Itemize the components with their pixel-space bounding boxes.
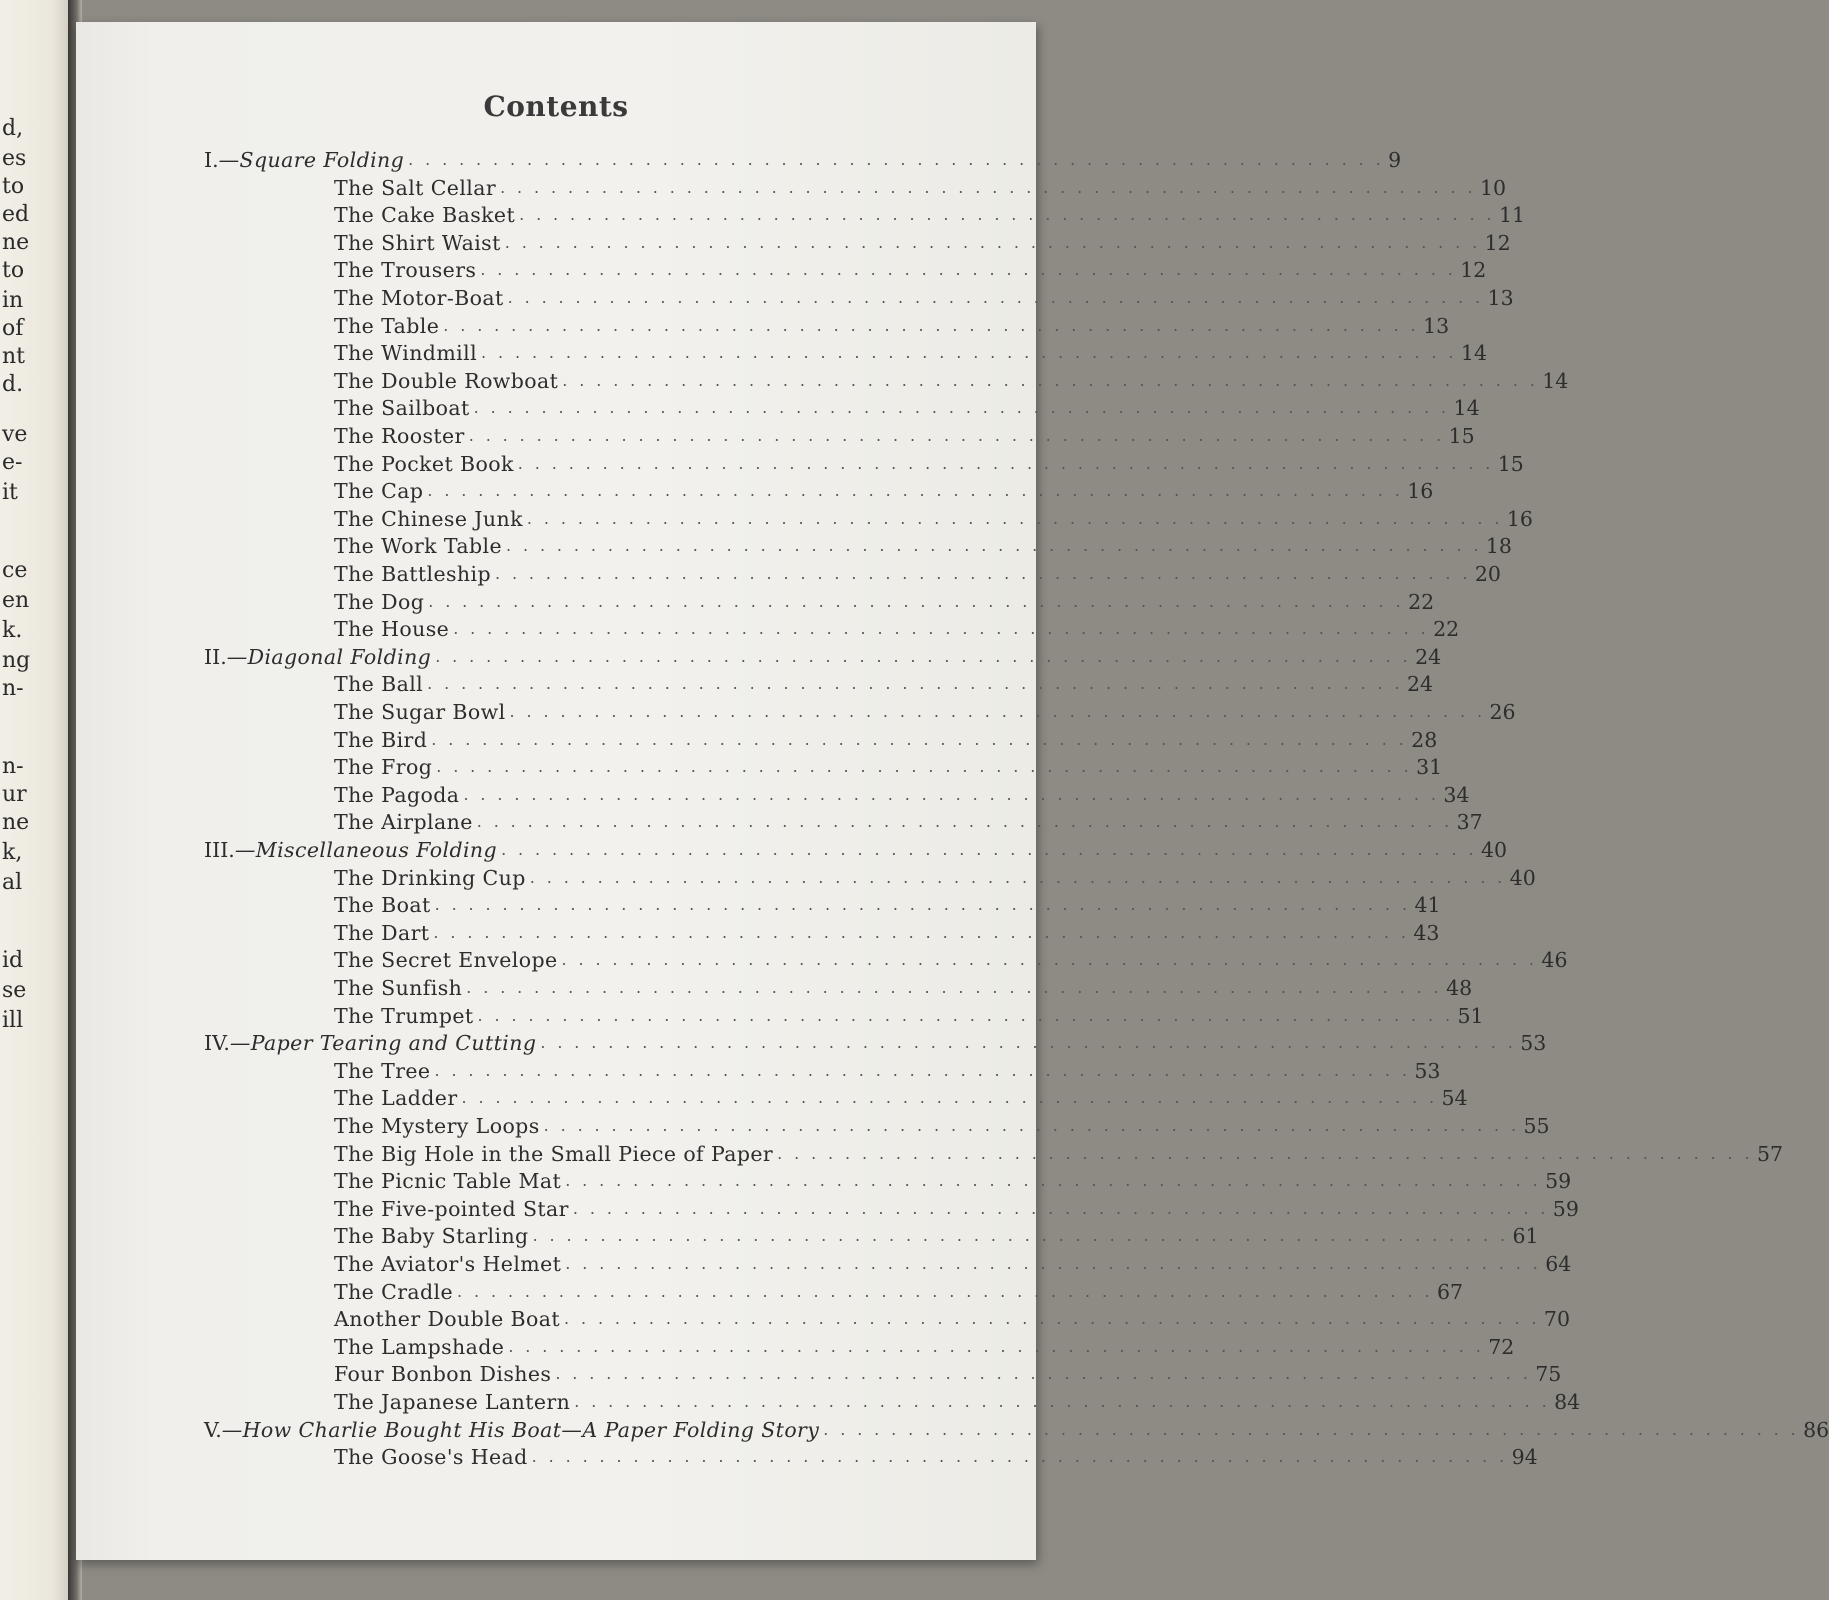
leader-dots: . . . . . . . . . . . . . . . . . . . . . . . . . . . . . . . . . . . . . . . . . . . . . . . . . . . . . . . . . . <box>477 1005 1454 1025</box>
leader-dots: . . . . . . . . . . . . . . . . . . . . . . . . . . . . . . . . . . . . . . . . . . . . . . . . . . . . . . . . . . <box>565 1254 1542 1273</box>
page-title: Contents <box>483 90 629 123</box>
toc-entry-row[interactable] <box>334 1386 1581 1414</box>
toc-entry-row[interactable] <box>334 1276 1464 1304</box>
chapter-number: III. <box>204 838 235 862</box>
entry-title: The Pagoda <box>334 782 460 807</box>
leader-dots: . . . . . . . . . . . . . . . . . . . . . . . . . . . . . . . . . . . . . . . . . . . . . . . . . . . . . . . . . . <box>504 232 1481 252</box>
leader-dots: . . . . . . . . . . . . . . . . . . . . . . . . . . . . . . . . . . . . . . . . . . . . . . . . . . . . . . . . . . <box>555 1364 1532 1384</box>
toc-entry-row[interactable] <box>334 917 1440 945</box>
chapter-page-number: 9 <box>1388 148 1402 172</box>
left-page-text-fragment: en <box>2 588 30 613</box>
entry-title: The Goose's Head <box>334 1445 528 1470</box>
entry-page-number: 12 <box>1460 258 1487 283</box>
leader-dots: . . . . . . . . . . . . . . . . . . . . . . . . . . . . . . . . . . . . . . . . . . . . . . . . . . . . . . . . . . <box>564 1309 1540 1329</box>
entry-title: The Mystery Loops <box>334 1114 540 1138</box>
toc-entry-row[interactable] <box>334 254 1487 283</box>
entry-page-number: 37 <box>1456 810 1483 835</box>
left-page-text-fragment: ed <box>2 202 30 227</box>
toc-entry-row[interactable] <box>334 779 1470 807</box>
toc-entry-row[interactable] <box>334 1165 1572 1194</box>
entry-page-number: 61 <box>1512 1224 1539 1249</box>
leader-dots: . . . . . . . . . . . . . . . . . . . . . . . . . . . . . . . . . . . . . . . . . . . . . . . . . . . . . . . . . . <box>823 1419 1800 1439</box>
entry-title: The Rooster <box>334 424 465 448</box>
left-page-text-fragment: ill <box>2 1008 24 1033</box>
entry-page-number: 22 <box>1433 617 1460 642</box>
toc-entry-row[interactable] <box>334 1082 1468 1111</box>
toc-entry-row[interactable] <box>334 420 1475 448</box>
leader-dots: . . . . . . . . . . . . . . . . . . . . . . . . . . . . . . . . . . . . . . . . . . . . . . . . . . . . . . . . . . <box>427 674 1404 694</box>
toc-entry-row[interactable] <box>334 1303 1570 1332</box>
left-page-text-fragment: d, <box>2 116 24 141</box>
toc-entry-row[interactable] <box>334 613 1460 642</box>
entry-title: The Secret Envelope <box>334 948 558 973</box>
left-page-text-fragment: id <box>2 948 24 973</box>
leader-dots: . . . . . . . . . . . . . . . . . . . . . . . . . . . . . . . . . . . . . . . . . . . . . . . . . . . . . . . . . . <box>481 343 1457 363</box>
entry-title: The Trousers <box>334 258 477 283</box>
toc-entry-row[interactable] <box>334 172 1507 200</box>
leader-dots: . . . . . . . . . . . . . . . . . . . . . . . . . . . . . . . . . . . . . . . . . . . . . . . . . . . . . . . . . . <box>531 1447 1508 1467</box>
leader-dots: . . . . . . . . . . . . . . . . . . . . . . . . . . . . . . . . . . . . . . . . . . . . . . . . . . . . . . . . . . <box>428 591 1405 611</box>
toc-entry-row[interactable] <box>334 227 1511 255</box>
chapter-page-number: 40 <box>1480 838 1508 862</box>
entry-page-number: 41 <box>1414 893 1441 918</box>
leader-dots: . . . . . . . . . . . . . . . . . . . . . . . . . . . . . . . . . . . . . . . . . . . . . . . . . . . . . . . . . . <box>565 1171 1542 1191</box>
entry-title: The Picnic Table Mat <box>334 1169 562 1194</box>
entry-title: The Motor-Boat <box>334 286 504 310</box>
toc-chapter-row[interactable] <box>204 834 1508 862</box>
entry-page-number: 13 <box>1423 313 1450 338</box>
leader-dots: . . . . . . . . . . . . . . . . . . . . . . . . . . . . . . . . . . . . . . . . . . . . . . . . . . . . . . . . . . <box>562 370 1539 390</box>
toc-entry-row[interactable] <box>334 806 1483 835</box>
chapter-title: —Diagonal Folding <box>226 644 432 669</box>
left-page-text-fragment: in <box>2 288 24 313</box>
left-page-text-fragment: k, <box>2 840 23 865</box>
chapter-number: IV. <box>204 1031 230 1056</box>
entry-title: The Battleship <box>334 562 491 586</box>
entry-title: The Dart <box>334 920 430 945</box>
toc-entry-row[interactable] <box>334 282 1514 310</box>
entry-page-number: 16 <box>1506 506 1533 531</box>
left-page-text-fragment: it <box>2 480 18 505</box>
toc-chapter-row[interactable] <box>204 1027 1547 1056</box>
left-page-text-fragment: of <box>2 316 24 341</box>
left-page-text-fragment: ne <box>2 810 30 835</box>
entry-title: The Cake Basket <box>334 203 516 228</box>
toc-entry-row[interactable] <box>334 310 1450 338</box>
entry-title: The Cradle <box>334 1279 454 1304</box>
entry-page-number: 55 <box>1523 1114 1550 1138</box>
toc-entry-row[interactable] <box>334 392 1480 421</box>
entry-title: The Sailboat <box>334 396 470 421</box>
entry-title: The Windmill <box>334 341 478 366</box>
entry-title: The Dog <box>334 589 425 614</box>
leader-dots: . . . . . . . . . . . . . . . . . . . . . . . . . . . . . . . . . . . . . . . . . . . . . . . . . . . . . . . . . . <box>529 867 1506 887</box>
leader-dots: . . . . . . . . . . . . . . . . . . . . . . . . . . . . . . . . . . . . . . . . . . . . . . . . . . . . . . . . . . <box>431 729 1408 749</box>
entry-page-number: 75 <box>1535 1362 1562 1387</box>
leader-dots: . . . . . . . . . . . . . . . . . . . . . . . . . . . . . . . . . . . . . . . . . . . . . . . . . . . . . . . . . . <box>543 1116 1520 1135</box>
entry-title: The Drinking Cup <box>334 865 526 890</box>
entry-page-number: 94 <box>1511 1445 1538 1470</box>
left-page-text-fragment: ur <box>2 782 27 807</box>
left-page-text-fragment: es <box>2 146 27 171</box>
leader-dots: . . . . . . . . . . . . . . . . . . . . . . . . . . . . . . . . . . . . . . . . . . . . . . . . . . . . . . . . . . <box>463 784 1440 804</box>
leader-dots: . . . . . . . . . . . . . . . . . . . . . . . . . . . . . . . . . . . . . . . . . . . . . . . . . . . . . . . . . . <box>519 205 1495 225</box>
left-page-text-fragment: n- <box>2 676 24 701</box>
left-page-text-fragment: ng <box>2 648 31 673</box>
entry-page-number: 40 <box>1509 865 1536 890</box>
entry-page-number: 70 <box>1543 1307 1570 1332</box>
toc-entry-row[interactable] <box>334 1055 1441 1083</box>
entry-title: The Trumpet <box>334 1003 474 1028</box>
entry-page-number: 48 <box>1446 976 1473 1000</box>
entry-title: Four Bonbon Dishes <box>334 1362 552 1387</box>
entry-page-number: 11 <box>1499 203 1526 228</box>
leader-dots: . . . . . . . . . . . . . . . . . . . . . . . . . . . . . . . . . . . . . . . . . . . . . . . . . . . . . . . . . . <box>532 1226 1509 1246</box>
entry-page-number: 14 <box>1460 341 1488 366</box>
entry-title: The Salt Cellar <box>334 175 497 200</box>
entry-title: The Sunfish <box>334 976 463 1000</box>
entry-page-number: 13 <box>1487 286 1514 310</box>
entry-title: The Bird <box>334 727 428 752</box>
entry-title: The Pocket Book <box>334 451 514 476</box>
entry-page-number: 31 <box>1416 755 1443 780</box>
entry-title: The Frog <box>334 755 433 780</box>
toc-entry-row[interactable] <box>334 944 1568 973</box>
toc-entry-row[interactable] <box>334 448 1524 476</box>
entry-page-number: 57 <box>1757 1141 1784 1166</box>
leader-dots: . . . . . . . . . . . . . . . . . . . . . . . . . . . . . . . . . . . . . . . . . . . . . . . . . . . . . . . . . . <box>509 702 1486 721</box>
entry-page-number: 34 <box>1443 782 1470 807</box>
leader-dots: . . . . . . . . . . . . . . . . . . . . . . . . . . . . . . . . . . . . . . . . . . . . . . . . . . . . . . . . . . <box>435 646 1412 666</box>
toc-chapter-row[interactable] <box>204 1414 1829 1442</box>
toc-entry-row[interactable] <box>334 530 1512 559</box>
left-page-text-fragment: nt <box>2 344 26 369</box>
left-page-text-fragment: to <box>2 258 25 283</box>
leader-dots: . . . . . . . . . . . . . . . . . . . . . . . . . . . . . . . . . . . . . . . . . . . . . . . . . . . . . . . . . . <box>480 260 1457 280</box>
toc-entry-row[interactable] <box>334 1441 1538 1470</box>
leader-dots: . . . . . . . . . . . . . . . . . . . . . . . . . . . . . . . . . . . . . . . . . . . . . . . . . . . . . . . . . . <box>561 950 1538 970</box>
entry-title: The Ladder <box>334 1086 458 1111</box>
toc-entry-row[interactable] <box>334 1110 1550 1138</box>
entry-page-number: 26 <box>1489 700 1516 724</box>
left-page-text-fragment: ve <box>2 422 28 447</box>
toc-entry-row[interactable] <box>334 862 1536 890</box>
chapter-title: —Paper Tearing and Cutting <box>229 1031 537 1056</box>
left-page-text-fragment: d. <box>2 372 24 397</box>
contents-page <box>76 22 1829 1560</box>
entry-page-number: 59 <box>1552 1196 1579 1221</box>
toc-entry-row[interactable] <box>334 1331 1515 1359</box>
chapter-title: —Miscellaneous Folding <box>234 838 498 862</box>
toc-entry-row[interactable] <box>334 724 1438 752</box>
entry-title: The Lampshade <box>334 1334 505 1359</box>
leader-dots: . . . . . . . . . . . . . . . . . . . . . . . . . . . . . . . . . . . . . . . . . . . . . . . . . . . . . . . . . . <box>434 895 1411 915</box>
toc-entry-row[interactable] <box>334 1220 1539 1249</box>
leader-dots: . . . . . . . . . . . . . . . . . . . . . . . . . . . . . . . . . . . . . . . . . . . . . . . . . . . . . . . . . . <box>517 453 1494 473</box>
entry-page-number: 20 <box>1474 562 1501 586</box>
entry-title: The Table <box>334 313 440 338</box>
entry-page-number: 16 <box>1407 479 1434 504</box>
entry-page-number: 59 <box>1545 1169 1572 1194</box>
entry-title: The Ball <box>334 672 424 697</box>
left-page-text-fragment: to <box>2 174 25 199</box>
toc-entry-row[interactable] <box>334 199 1526 228</box>
toc-chapter-row[interactable] <box>204 641 1442 669</box>
entry-title: The Tree <box>334 1058 431 1083</box>
leader-dots: . . . . . . . . . . . . . . . . . . . . . . . . . . . . . . . . . . . . . . . . . . . . . . . . . . . . . . . . . . <box>476 812 1453 832</box>
left-page-text-fragment: n- <box>2 754 24 779</box>
toc-chapter-row[interactable] <box>204 144 1402 172</box>
entry-page-number: 15 <box>1497 451 1524 476</box>
leader-dots: . . . . . . . . . . . . . . . . . . . . . . . . . . . . . . . . . . . . . . . . . . . . . . . . . . . . . . . . . . <box>408 150 1385 169</box>
table-of-contents <box>76 22 1829 1560</box>
entry-page-number: 14 <box>1542 368 1569 393</box>
toc-entry-row[interactable] <box>334 337 1488 366</box>
leader-dots: . . . . . . . . . . . . . . . . . . . . . . . . . . . . . . . . . . . . . . . . . . . . . . . . . . . . . . . . . . <box>427 481 1404 501</box>
leader-dots: . . . . . . . . . . . . . . . . . . . . . . . . . . . . . . . . . . . . . . . . . . . . . . . . . . . . . . . . . . <box>501 840 1477 859</box>
chapter-page-number: 24 <box>1415 644 1442 669</box>
left-page-text-fragment: se <box>2 978 27 1003</box>
leader-dots: . . . . . . . . . . . . . . . . . . . . . . . . . . . . . . . . . . . . . . . . . . . . . . . . . . . . . . . . . . <box>443 315 1420 335</box>
chapter-number: II. <box>204 644 227 669</box>
leader-dots: . . . . . . . . . . . . . . . . . . . . . . . . . . . . . . . . . . . . . . . . . . . . . . . . . . . . . . . . . . <box>574 1392 1551 1411</box>
toc-entry-row[interactable] <box>334 1000 1484 1028</box>
entry-page-number: 53 <box>1414 1058 1441 1083</box>
entry-page-number: 67 <box>1436 1279 1464 1304</box>
toc-entry-row[interactable] <box>334 889 1441 918</box>
leader-dots: . . . . . . . . . . . . . . . . . . . . . . . . . . . . . . . . . . . . . . . . . . . . . . . . . . . . . . . . . . <box>500 177 1476 197</box>
entry-page-number: 72 <box>1488 1334 1515 1359</box>
entry-title: The Japanese Lantern <box>334 1390 571 1414</box>
leader-dots: . . . . . . . . . . . . . . . . . . . . . . . . . . . . . . . . . . . . . . . . . . . . . . . . . . . . . . . . . . <box>453 619 1430 639</box>
leader-dots: . . . . . . . . . . . . . . . . . . . . . . . . . . . . . . . . . . . . . . . . . . . . . . . . . . . . . . . . . . <box>466 978 1443 997</box>
leader-dots: . . . . . . . . . . . . . . . . . . . . . . . . . . . . . . . . . . . . . . . . . . . . . . . . . . . . . . . . . . <box>434 1060 1411 1080</box>
entry-title: The Big Hole in the Small Piece of Paper <box>334 1141 774 1166</box>
entry-page-number: 28 <box>1411 727 1438 752</box>
leader-dots: . . . . . . . . . . . . . . . . . . . . . . . . . . . . . . . . . . . . . . . . . . . . . . . . . . . . . . . . . . <box>457 1281 1433 1301</box>
toc-entry-row[interactable] <box>334 475 1434 504</box>
entry-title: The Aviator's Helmet <box>334 1252 562 1276</box>
entry-page-number: 64 <box>1545 1252 1572 1276</box>
entry-title: The Boat <box>334 893 431 918</box>
leader-dots: . . . . . . . . . . . . . . . . . . . . . . . . . . . . . . . . . . . . . . . . . . . . . . . . . . . . . . . . . . <box>508 1336 1485 1356</box>
leader-dots: . . . . . . . . . . . . . . . . . . . . . . . . . . . . . . . . . . . . . . . . . . . . . . . . . . . . . . . . . . <box>473 398 1450 418</box>
leader-dots: . . . . . . . . . . . . . . . . . . . . . . . . . . . . . . . . . . . . . . . . . . . . . . . . . . . . . . . . . . <box>777 1143 1754 1163</box>
leader-dots: . . . . . . . . . . . . . . . . . . . . . . . . . . . . . . . . . . . . . . . . . . . . . . . . . . . . . . . . . . <box>468 426 1445 445</box>
entry-page-number: 24 <box>1407 672 1434 697</box>
entry-title: The Shirt Waist <box>334 230 501 255</box>
left-page-text-fragment: e- <box>2 450 23 475</box>
toc-entry-row[interactable] <box>334 1358 1562 1387</box>
entry-page-number: 46 <box>1541 948 1568 973</box>
chapter-title: —How Charlie Bought His Boat—A Paper Folding Story <box>221 1417 820 1442</box>
entry-page-number: 10 <box>1479 175 1507 200</box>
entry-page-number: 51 <box>1457 1003 1484 1028</box>
entry-title: The House <box>334 617 450 642</box>
entry-page-number: 54 <box>1441 1086 1468 1111</box>
leader-dots: . . . . . . . . . . . . . . . . . . . . . . . . . . . . . . . . . . . . . . . . . . . . . . . . . . . . . . . . . . <box>507 288 1484 307</box>
leader-dots: . . . . . . . . . . . . . . . . . . . . . . . . . . . . . . . . . . . . . . . . . . . . . . . . . . . . . . . . . . <box>461 1088 1438 1108</box>
chapter-title: —Square Folding <box>218 148 405 172</box>
chapter-page-number: 53 <box>1520 1031 1547 1056</box>
entry-title: The Chinese Junk <box>334 506 523 531</box>
entry-page-number: 84 <box>1554 1390 1581 1414</box>
toc-entry-row[interactable] <box>334 668 1434 697</box>
leader-dots: . . . . . . . . . . . . . . . . . . . . . . . . . . . . . . . . . . . . . . . . . . . . . . . . . . . . . . . . . . <box>526 508 1503 528</box>
entry-title: Another Double Boat <box>334 1307 561 1332</box>
leader-dots: . . . . . . . . . . . . . . . . . . . . . . . . . . . . . . . . . . . . . . . . . . . . . . . . . . . . . . . . . . <box>572 1198 1549 1218</box>
left-page-text-fragment: ce <box>2 558 28 583</box>
chapter-number: V. <box>204 1417 222 1442</box>
left-page-edge <box>0 0 75 1600</box>
entry-page-number: 12 <box>1484 230 1511 255</box>
entry-title: The Baby Starling <box>334 1224 529 1249</box>
entry-title: The Double Rowboat <box>334 368 559 393</box>
toc-entry-row[interactable] <box>334 503 1533 531</box>
toc-entry-row[interactable] <box>334 1193 1579 1221</box>
entry-page-number: 18 <box>1485 534 1512 559</box>
entry-page-number: 22 <box>1408 589 1435 614</box>
toc-entry-row[interactable] <box>334 586 1435 614</box>
chapter-number: I. <box>204 148 219 172</box>
entry-page-number: 43 <box>1413 920 1440 945</box>
toc-entry-row[interactable] <box>334 365 1569 393</box>
left-page-text-fragment: al <box>2 870 23 895</box>
toc-entry-row[interactable] <box>334 1248 1572 1276</box>
entry-title: The Sugar Bowl <box>334 700 506 724</box>
entry-page-number: 15 <box>1448 424 1475 448</box>
leader-dots: . . . . . . . . . . . . . . . . . . . . . . . . . . . . . . . . . . . . . . . . . . . . . . . . . . . . . . . . . . <box>436 757 1413 777</box>
toc-entry-row[interactable] <box>334 558 1501 586</box>
leader-dots: . . . . . . . . . . . . . . . . . . . . . . . . . . . . . . . . . . . . . . . . . . . . . . . . . . . . . . . . . . <box>494 564 1471 583</box>
toc-entry-row[interactable] <box>334 751 1443 780</box>
entry-title: The Five-pointed Star <box>334 1196 569 1221</box>
toc-entry-row[interactable] <box>334 1138 1784 1166</box>
left-page-text-fragment: k. <box>2 618 23 643</box>
leader-dots: . . . . . . . . . . . . . . . . . . . . . . . . . . . . . . . . . . . . . . . . . . . . . . . . . . . . . . . . . . <box>540 1033 1517 1053</box>
entry-title: The Cap <box>334 479 424 504</box>
left-page-text-fragment: ne <box>2 230 30 255</box>
toc-entry-row[interactable] <box>334 972 1473 1000</box>
chapter-page-number: 86 <box>1803 1417 1829 1442</box>
entry-title: The Work Table <box>334 534 502 559</box>
entry-page-number: 14 <box>1453 396 1480 421</box>
entry-title: The Airplane <box>334 810 473 835</box>
leader-dots: . . . . . . . . . . . . . . . . . . . . . . . . . . . . . . . . . . . . . . . . . . . . . . . . . . . . . . . . . . <box>433 922 1410 942</box>
toc-entry-row[interactable] <box>334 696 1516 724</box>
leader-dots: . . . . . . . . . . . . . . . . . . . . . . . . . . . . . . . . . . . . . . . . . . . . . . . . . . . . . . . . . . <box>506 536 1482 556</box>
